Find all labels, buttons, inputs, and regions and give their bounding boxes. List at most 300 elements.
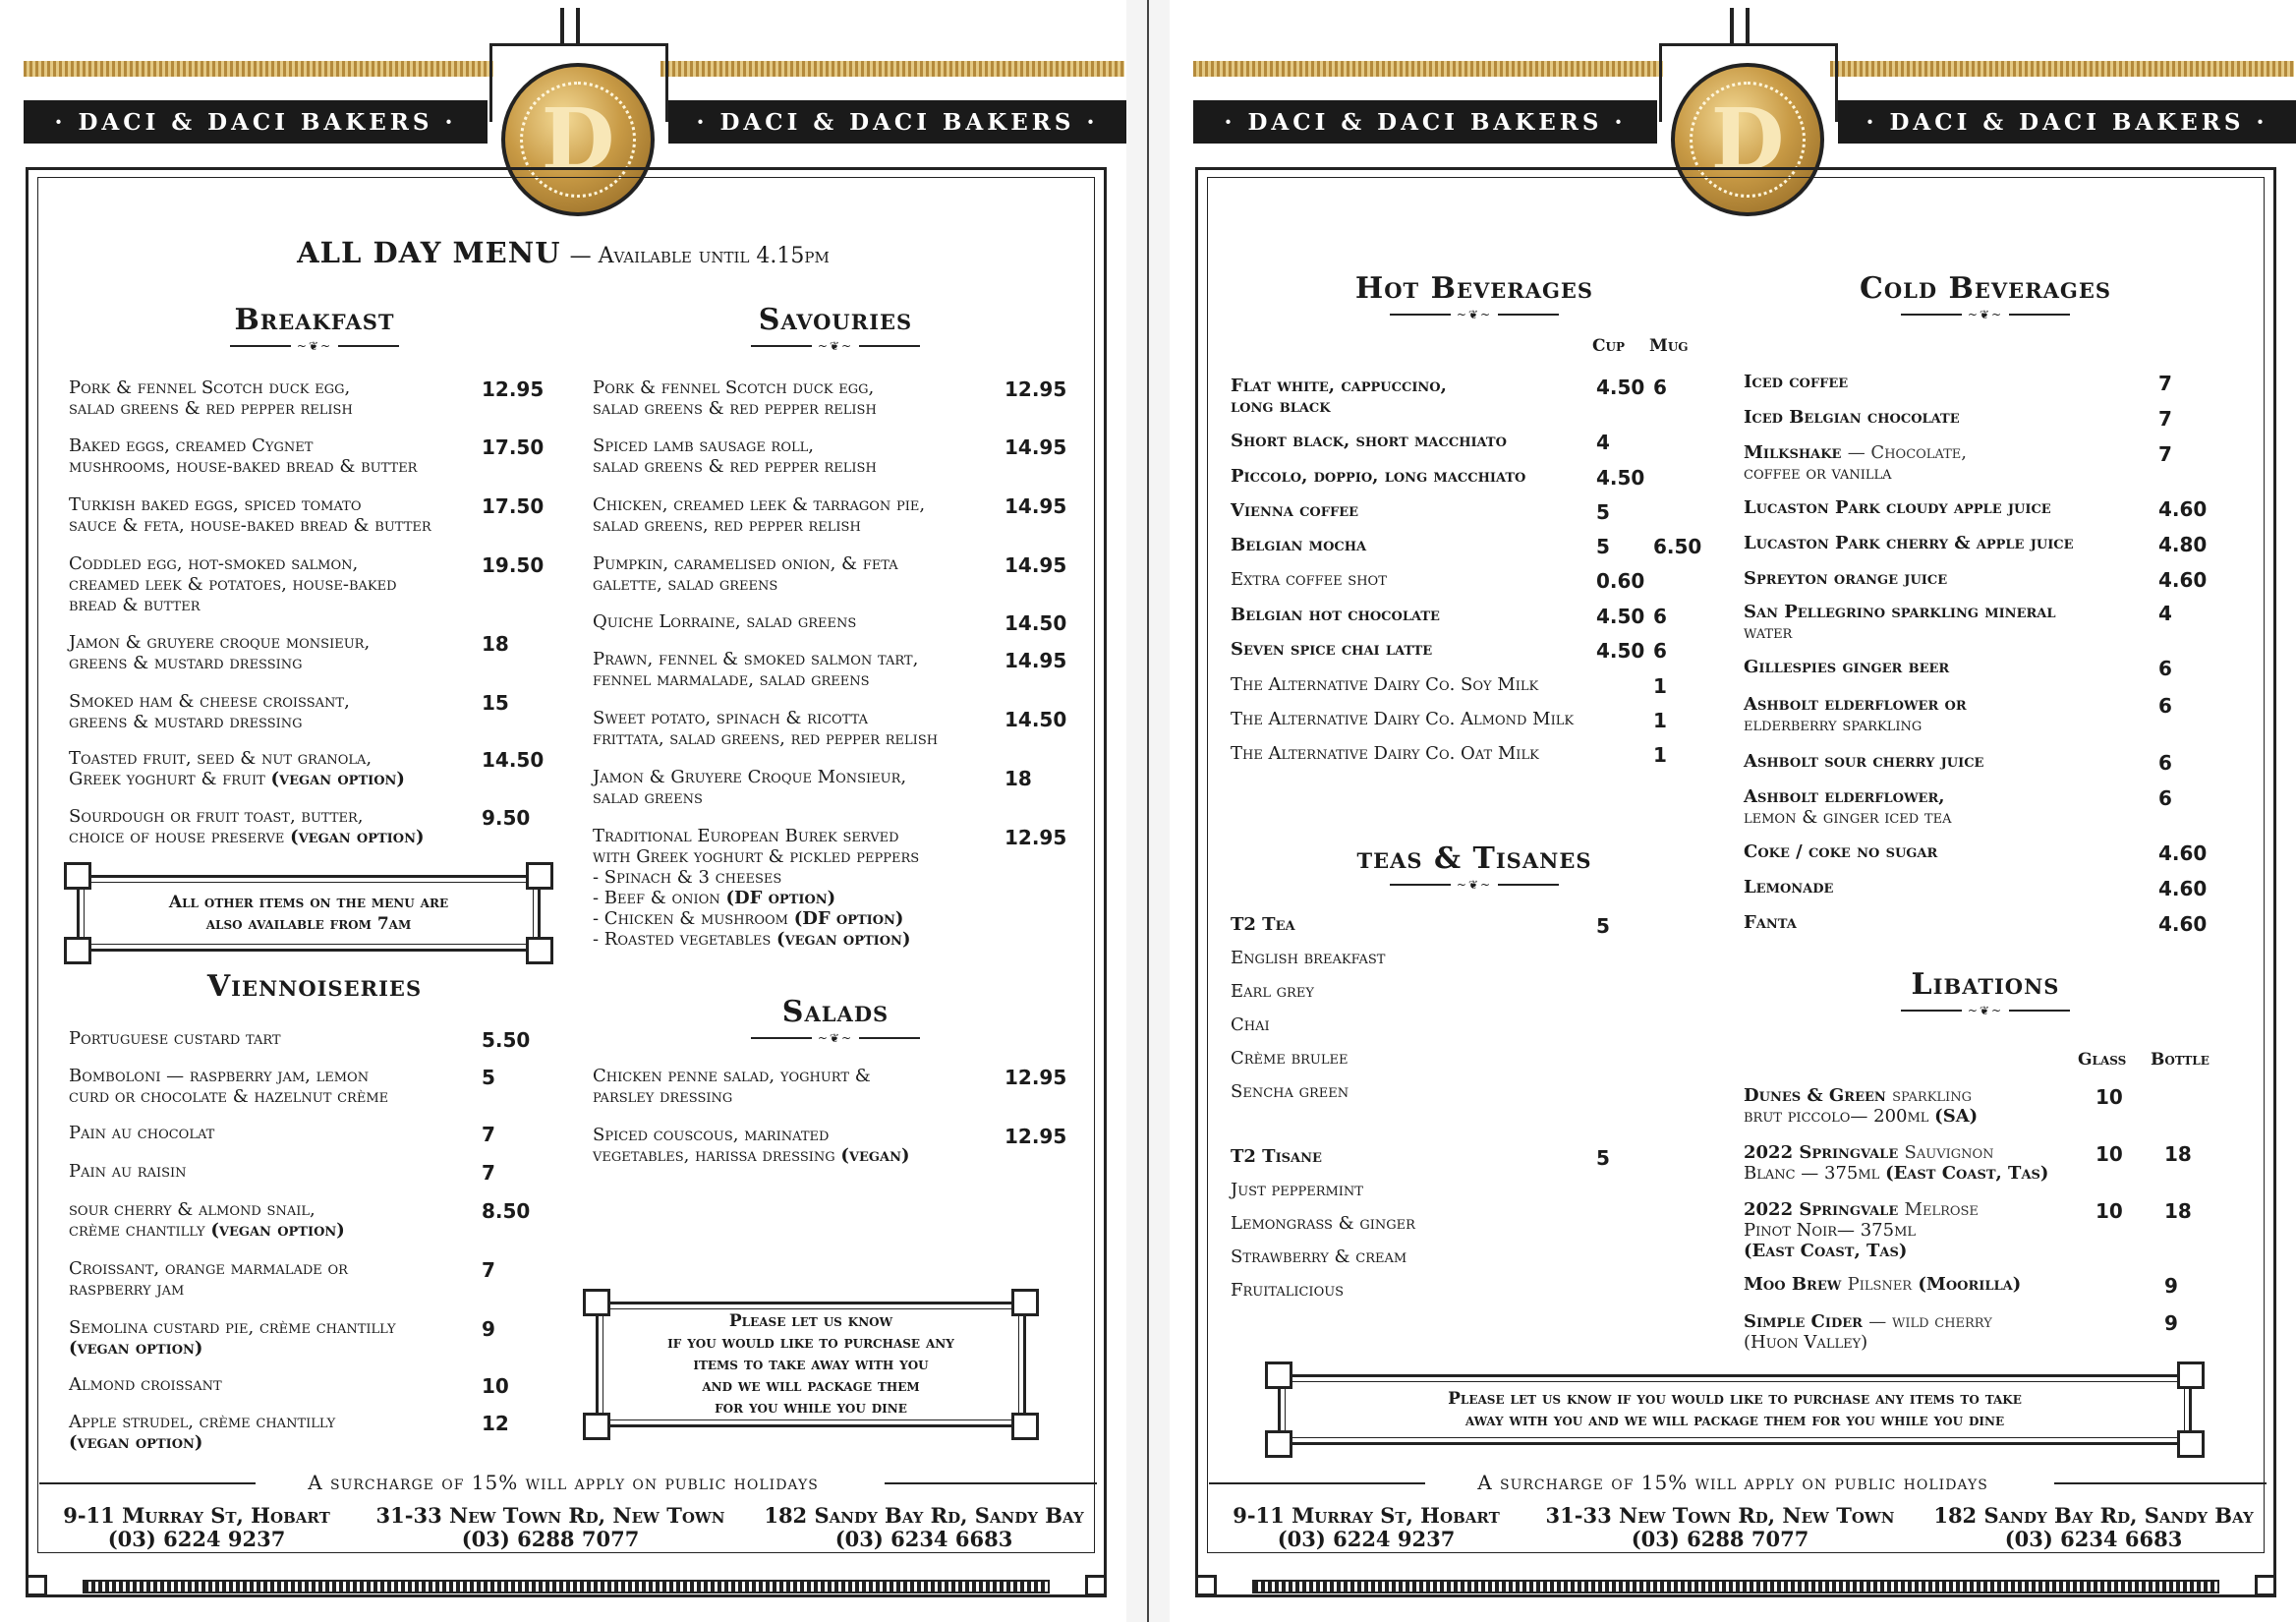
tea-option: Crème brulee	[1231, 1048, 1349, 1069]
item-name: Pumpkin, caramelised onion, & feta	[593, 553, 898, 574]
item-price: 15	[482, 691, 509, 715]
menu-item	[69, 748, 491, 789]
burek-item	[593, 826, 1005, 950]
item-desc-row	[69, 1432, 491, 1453]
diet-tag: (vegan option)	[290, 827, 425, 847]
item-desc: salad greens	[593, 787, 703, 808]
item-desc: crème chantilly	[69, 1220, 205, 1241]
cold-beverages-heading: Cold Beverages	[1859, 271, 2112, 306]
location-phone: (03) 6288 7077	[461, 1527, 640, 1551]
menu-item	[1744, 372, 2156, 392]
note-line: for you while you dine	[715, 1398, 907, 1418]
item-name: Toasted fruit, seed & nut granola,	[69, 748, 373, 769]
item-desc: long black	[1231, 396, 1331, 417]
item-name-row	[1744, 602, 2156, 622]
item-name-row	[1231, 709, 1604, 729]
item-price: 12.95	[1004, 1125, 1067, 1148]
page-divider	[1147, 0, 1149, 1622]
item-name-row	[1744, 657, 2156, 677]
location-street: 31-33 New Town Rd, New Town	[375, 1503, 725, 1528]
flourish-divider: ~❦~	[718, 340, 953, 352]
item-desc: brut piccolo— 200ml	[1744, 1106, 1929, 1127]
item-name: The Alternative Dairy Co. Almond Milk	[1231, 709, 1575, 729]
logo-letter: D	[520, 82, 636, 198]
location-sandybay	[747, 1504, 1101, 1551]
item-option: - Beef & onion	[593, 888, 720, 908]
glass-column-header: Glass	[2078, 1050, 2127, 1070]
item-price: 6	[2158, 751, 2172, 775]
location-newtown	[364, 1504, 737, 1551]
item-name-row	[1744, 877, 2156, 898]
menu-item	[1231, 674, 1604, 695]
item-price: 4.50	[1596, 639, 1645, 663]
item-name-row	[593, 494, 1005, 515]
item-name: Fanta	[1744, 912, 1797, 933]
menu-item	[1231, 500, 1604, 521]
item-price: 4.60	[2158, 841, 2208, 865]
item-price: 12	[482, 1412, 509, 1435]
diet-tag: (SA)	[1934, 1106, 1979, 1127]
menu-item	[1231, 569, 1604, 590]
item-name-row	[1231, 674, 1604, 695]
item-name-row	[593, 1125, 1005, 1145]
t2-tea: T2 Tea	[1231, 914, 1295, 935]
menu-item	[1744, 1085, 2078, 1127]
item-name: The Alternative Dairy Co. Oat Milk	[1231, 743, 1539, 764]
note-line: items to take away with you	[693, 1355, 929, 1374]
menu-item	[593, 494, 1005, 536]
item-desc-row	[1744, 1332, 2078, 1353]
menu-item	[593, 1066, 1005, 1107]
item-name-row	[1744, 442, 2156, 463]
item-name: Croissant, orange marmalade or	[69, 1258, 348, 1279]
item-desc-row	[1744, 715, 2156, 735]
note-line: and we will package them	[702, 1376, 920, 1396]
item-name: Seven spice chai latte	[1231, 639, 1433, 660]
item-desc-row	[1744, 807, 2156, 828]
item-name: Simple Cider	[1744, 1311, 1863, 1332]
item-name: 2022 Springvale	[1744, 1142, 1899, 1163]
item-price: 5.50	[482, 1028, 531, 1052]
item-name-row	[593, 435, 1005, 456]
item-price-alt: 1	[1653, 743, 1667, 767]
item-name-row	[69, 494, 491, 515]
item-name: Flat white, cappuccino,	[1231, 376, 1447, 396]
menu-item	[1744, 497, 2156, 518]
item-name-detail: Melrose	[1904, 1199, 1979, 1220]
menu-item	[1744, 657, 2156, 677]
flourish-divider: ~❦~	[1356, 309, 1592, 320]
item-price-alt: 1	[1653, 709, 1667, 732]
item-price: 7	[482, 1123, 495, 1146]
location-street: 9-11 Murray St, Hobart	[1233, 1503, 1500, 1528]
item-desc-row	[69, 712, 491, 732]
item-price: 7	[2158, 372, 2172, 395]
item-desc: vegetables, harissa dressing	[593, 1145, 835, 1166]
item-name: Pain au raisin	[69, 1161, 187, 1182]
item-name-row	[593, 611, 1005, 632]
menu-item	[1231, 709, 1604, 729]
item-name-row	[1744, 568, 2156, 589]
menu-item	[69, 1317, 491, 1359]
item-price: 4.60	[2158, 568, 2208, 592]
item-desc-row	[593, 456, 1005, 477]
item-desc: choice of house preserve	[69, 827, 285, 847]
menu-item	[69, 435, 491, 477]
header-tick	[560, 8, 564, 45]
menu-item	[1231, 431, 1604, 451]
item-price: 4.50	[1596, 466, 1645, 490]
item-option-row	[593, 908, 1005, 929]
item-price: 4	[1596, 431, 1610, 454]
cup-column-header: Cup	[1592, 336, 1626, 356]
item-price: 4.60	[2158, 912, 2208, 936]
item-name: Pork & fennel Scotch duck egg,	[69, 377, 351, 398]
item-desc: galette, salad greens	[593, 574, 778, 595]
item-desc-row	[1744, 1220, 2078, 1241]
menu-item	[1231, 605, 1604, 625]
item-desc: bread & butter	[69, 595, 201, 615]
item-name: Lemonade	[1744, 877, 1834, 898]
diet-tag: (vegan option)	[69, 1338, 203, 1359]
item-desc-row	[69, 827, 491, 847]
brand-banner	[1193, 100, 1657, 144]
diet-tag: (vegan option)	[210, 1220, 345, 1241]
item-name-row	[69, 1317, 491, 1338]
menu-item	[69, 806, 491, 847]
all-day-note-box	[77, 875, 541, 952]
item-price: 12.95	[482, 377, 545, 401]
burek-price: 12.95	[1004, 826, 1067, 849]
item-price-alt: 18	[2164, 1142, 2192, 1166]
item-desc-row	[593, 669, 1005, 690]
frame-corner	[26, 1575, 47, 1596]
item-name: Belgian mocha	[1231, 535, 1367, 555]
item-desc-row	[593, 728, 1005, 749]
frame-bottom-band	[83, 1580, 1050, 1593]
item-desc: creamed leek & potatoes, house-baked	[69, 574, 397, 595]
item-name: Spreyton orange juice	[1744, 568, 1948, 589]
item-name: 2022 Springvale	[1744, 1199, 1899, 1220]
item-desc: raspberry jam	[69, 1279, 185, 1300]
menu-item	[69, 1199, 491, 1241]
item-desc-row	[69, 653, 491, 673]
item-name: Ashbolt elderflower or	[1744, 694, 1967, 715]
item-price: 7	[2158, 442, 2172, 466]
item-name: Almond croissant	[69, 1374, 222, 1395]
menu-item	[1744, 751, 2156, 772]
item-name-row	[69, 1066, 491, 1086]
item-name-row	[1231, 431, 1604, 451]
frame-corner	[1085, 1575, 1107, 1596]
frame-corner	[2255, 1575, 2276, 1596]
item-name: Dunes & Green	[1744, 1085, 1886, 1106]
item-price: 12.95	[1004, 377, 1067, 401]
item-name: Short black, short macchiato	[1231, 431, 1507, 451]
item-name-row	[1744, 751, 2156, 772]
item-name-detail: — wild cherry	[1868, 1311, 1992, 1332]
item-name-row	[69, 435, 491, 456]
diet-tag: (vegan option)	[270, 769, 405, 789]
menu-item	[593, 611, 1005, 632]
menu-item	[1744, 1274, 2078, 1295]
item-option: - Spinach & 3 cheeses	[593, 867, 782, 888]
location-street: 31-33 New Town Rd, New Town	[1545, 1503, 1895, 1528]
item-name: Bomboloni — raspberry jam, lemon	[69, 1066, 370, 1086]
item-name-row	[1744, 841, 2156, 862]
tea-option: English breakfast	[1231, 948, 1386, 968]
item-desc: sauce & feta, house-baked bread & butter	[69, 515, 431, 536]
item-name: Chicken penne salad, yoghurt &	[593, 1066, 871, 1086]
item-name-row	[593, 553, 1005, 574]
item-name: Jamon & gruyere croque monsieur,	[69, 632, 371, 653]
item-name-row	[69, 748, 491, 769]
menu-page-food	[0, 0, 1126, 1622]
item-name: Pork & fennel Scotch duck egg,	[593, 377, 875, 398]
item-name-row	[69, 691, 491, 712]
item-price-alt: 18	[2164, 1199, 2192, 1223]
item-name: Moo Brew	[1744, 1274, 1842, 1295]
item-desc: Pinot Noir— 375ml	[1744, 1220, 1917, 1241]
logo-letter: D	[1690, 82, 1806, 198]
item-desc: greens & mustard dressing	[69, 653, 303, 673]
item-name-row	[69, 1412, 491, 1432]
item-desc: salad greens & red pepper relish	[69, 398, 353, 419]
menu-item	[593, 708, 1005, 749]
item-name-row	[1231, 569, 1604, 590]
location-phone: (03) 6224 9237	[1277, 1527, 1456, 1551]
item-name: Apple strudel, crème chantilly	[69, 1412, 336, 1432]
item-price: 6	[2158, 657, 2172, 680]
brand-name: · DACI & DACI BAKERS ·	[1224, 108, 1627, 136]
item-price: 4.80	[2158, 533, 2208, 556]
diet-tag: (vegan)	[840, 1145, 910, 1166]
menu-item	[1231, 639, 1604, 660]
menu-item	[1231, 376, 1604, 417]
item-name-row	[593, 377, 1005, 398]
item-desc: parsley dressing	[593, 1086, 733, 1107]
item-price: 18	[482, 632, 509, 656]
item-desc-row	[1231, 396, 1604, 417]
item-name-detail: Pilsner	[1847, 1274, 1913, 1295]
hot-beverages-heading: Hot Beverages	[1354, 271, 1594, 306]
menu-item	[1744, 841, 2156, 862]
menu-item	[1744, 1142, 2078, 1184]
item-desc-row	[69, 769, 491, 789]
item-desc: salad greens & red pepper relish	[593, 398, 877, 419]
item-name: Jamon & Gruyere Croque Monsieur,	[593, 767, 907, 787]
item-name-row	[1744, 786, 2156, 807]
note-line: All other items on the menu are	[168, 893, 449, 912]
t2-tisane: T2 Tisane	[1231, 1146, 1322, 1167]
libations-heading: Libations	[1911, 967, 2060, 1002]
menu-item	[1744, 786, 2156, 828]
item-price: 4.50	[1596, 605, 1645, 628]
tisane-option: Strawberry & cream	[1231, 1246, 1407, 1267]
item-name: Sourdough or fruit toast, butter,	[69, 806, 364, 827]
item-price: 19.50	[482, 553, 545, 577]
item-price: 7	[2158, 407, 2172, 431]
item-name-row	[1231, 639, 1604, 660]
menu-item	[69, 632, 491, 673]
item-desc-row	[69, 574, 491, 595]
item-name: Baked eggs, creamed Cygnet	[69, 435, 314, 456]
takeaway-note-box	[1278, 1374, 2192, 1445]
item-name-row	[1744, 497, 2156, 518]
item-name: San Pellegrino sparkling mineral	[1744, 602, 2056, 622]
flourish-divider: ~❦~	[197, 340, 432, 352]
item-price: 14.95	[1004, 435, 1067, 459]
flourish-divider: ~❦~	[1867, 1005, 2103, 1016]
menu-item	[1744, 533, 2156, 553]
item-name-row	[69, 553, 491, 574]
item-price-alt: 6	[1653, 605, 1667, 628]
item-price: 4	[2158, 602, 2172, 625]
menu-title	[0, 236, 1126, 269]
menu-item	[69, 1123, 491, 1143]
item-desc-row	[1744, 622, 2156, 643]
item-name-row	[1231, 535, 1604, 555]
item-name-row	[69, 1028, 491, 1049]
item-name-row	[69, 1199, 491, 1220]
item-desc-row	[593, 515, 1005, 536]
diet-tag: (vegan option)	[69, 1432, 203, 1453]
item-name-row	[1231, 376, 1604, 396]
diet-tag: (East Coast, Tas)	[1885, 1163, 2049, 1184]
item-name: Gillespies ginger beer	[1744, 657, 1950, 677]
item-desc: salad greens, red pepper relish	[593, 515, 861, 536]
location-street: 182 Sandy Bay Rd, Sandy Bay	[1933, 1503, 2254, 1528]
item-name-detail: sparkling	[1892, 1085, 1972, 1106]
item-name: Quiche Lorraine, salad greens	[593, 611, 857, 632]
location-phone: (03) 6224 9237	[107, 1527, 286, 1551]
item-desc-row	[69, 1220, 491, 1241]
menu-item	[593, 767, 1005, 808]
tisane-option: Just peppermint	[1231, 1180, 1363, 1200]
item-name: Spiced couscous, marinated	[593, 1125, 830, 1145]
item-desc-row	[593, 1145, 1005, 1166]
item-name-row	[69, 1374, 491, 1395]
menu-title-main: ALL DAY MENU	[297, 236, 561, 269]
surcharge-note: A surcharge of 15% will apply on public holidays	[1477, 1471, 1988, 1494]
item-price: 8.50	[482, 1199, 531, 1223]
item-name: Spiced lamb sausage roll,	[593, 435, 814, 456]
item-desc-row	[1744, 1106, 2078, 1127]
item-price: 4.60	[2158, 877, 2208, 900]
bottle-column-header: Bottle	[2151, 1050, 2210, 1070]
location-phone: (03) 6234 6683	[2004, 1527, 2183, 1551]
item-name-row	[69, 806, 491, 827]
item-name-row	[1744, 407, 2156, 428]
header-tick	[1730, 8, 1734, 45]
tea-option: Earl grey	[1231, 981, 1314, 1002]
item-price: 5	[1596, 535, 1610, 558]
item-option-row	[593, 888, 1005, 908]
item-desc-row	[1744, 1163, 2078, 1184]
item-name: Chicken, creamed leek & tarragon pie,	[593, 494, 926, 515]
item-name: Lucaston Park cloudy apple juice	[1744, 497, 2051, 518]
item-price: 14.95	[1004, 649, 1067, 672]
item-name: Belgian hot chocolate	[1231, 605, 1440, 625]
menu-item	[69, 1161, 491, 1182]
item-name-row	[1744, 694, 2156, 715]
tea-option: Chai	[1231, 1014, 1270, 1035]
location-street: 182 Sandy Bay Rd, Sandy Bay	[764, 1503, 1084, 1528]
item-price-alt: 9	[2164, 1274, 2178, 1298]
menu-item	[1744, 1199, 2078, 1261]
item-name-row	[69, 1123, 491, 1143]
breakfast-heading: Breakfast	[234, 303, 395, 337]
item-name: Coddled egg, hot-smoked salmon,	[69, 553, 359, 574]
item-price: 12.95	[1004, 1066, 1067, 1089]
item-name: Turkish baked eggs, spiced tomato	[69, 494, 362, 515]
menu-item	[1744, 1311, 2078, 1353]
takeaway-note-box	[596, 1302, 1026, 1427]
item-desc: elderberry sparkling	[1744, 715, 1923, 735]
item-name: Sweet potato, spinach & ricotta	[593, 708, 868, 728]
menu-item	[1744, 442, 2156, 484]
item-desc-row	[69, 515, 491, 536]
item-price-alt: 1	[1653, 674, 1667, 698]
t2-tisane-price: 5	[1596, 1146, 1610, 1170]
item-price: 14.50	[1004, 708, 1067, 731]
item-desc: greens & mustard dressing	[69, 712, 303, 732]
item-name-row	[1744, 533, 2156, 553]
item-price: 17.50	[482, 494, 545, 518]
note-line: if you would like to purchase any	[667, 1333, 954, 1353]
item-name: Traditional European Burek served	[593, 826, 899, 846]
item-price: 9.50	[482, 806, 531, 830]
diet-tag: (DF option)	[793, 908, 904, 929]
item-desc-row	[593, 787, 1005, 808]
item-price: 4.60	[2158, 497, 2208, 521]
item-name: Smoked ham & cheese croissant,	[69, 691, 350, 712]
item-name: Coke / coke no sugar	[1744, 841, 1938, 862]
brand-name: · DACI & DACI BAKERS ·	[1866, 108, 2268, 136]
menu-item	[1744, 694, 2156, 735]
item-desc: water	[1744, 622, 1793, 643]
item-desc-row	[593, 398, 1005, 419]
item-name-row	[69, 377, 491, 398]
menu-item	[1231, 466, 1604, 487]
item-name: Portuguese custard tart	[69, 1028, 281, 1049]
item-price: 9	[482, 1317, 495, 1341]
item-name: Ashbolt sour cherry juice	[1744, 751, 1984, 772]
item-desc-row	[1744, 463, 2156, 484]
item-name: Milkshake	[1744, 442, 1842, 463]
item-price: 6	[2158, 786, 2172, 810]
item-price: 5	[1596, 500, 1610, 524]
item-price: 10	[2095, 1142, 2123, 1166]
item-price: 18	[1004, 767, 1032, 790]
item-option-row	[593, 929, 1005, 950]
item-desc: curd or chocolate & hazelnut crème	[69, 1086, 389, 1107]
flourish-divider: ~❦~	[1356, 879, 1592, 891]
item-option: - Roasted vegetables	[593, 929, 772, 950]
item-name: Vienna coffee	[1231, 500, 1359, 521]
menu-item	[593, 1125, 1005, 1166]
item-desc: salad greens & red pepper relish	[593, 456, 877, 477]
savouries-heading: Savouries	[758, 303, 913, 337]
item-name-row	[1231, 500, 1604, 521]
menu-item	[593, 435, 1005, 477]
item-name-row	[593, 1066, 1005, 1086]
item-name-row	[1744, 1085, 2078, 1106]
item-name: Lucaston Park cherry & apple juice	[1744, 533, 2074, 553]
item-name-row	[593, 708, 1005, 728]
item-price-alt: 6	[1653, 376, 1667, 399]
item-desc: Blanc — 375ml	[1744, 1163, 1880, 1184]
